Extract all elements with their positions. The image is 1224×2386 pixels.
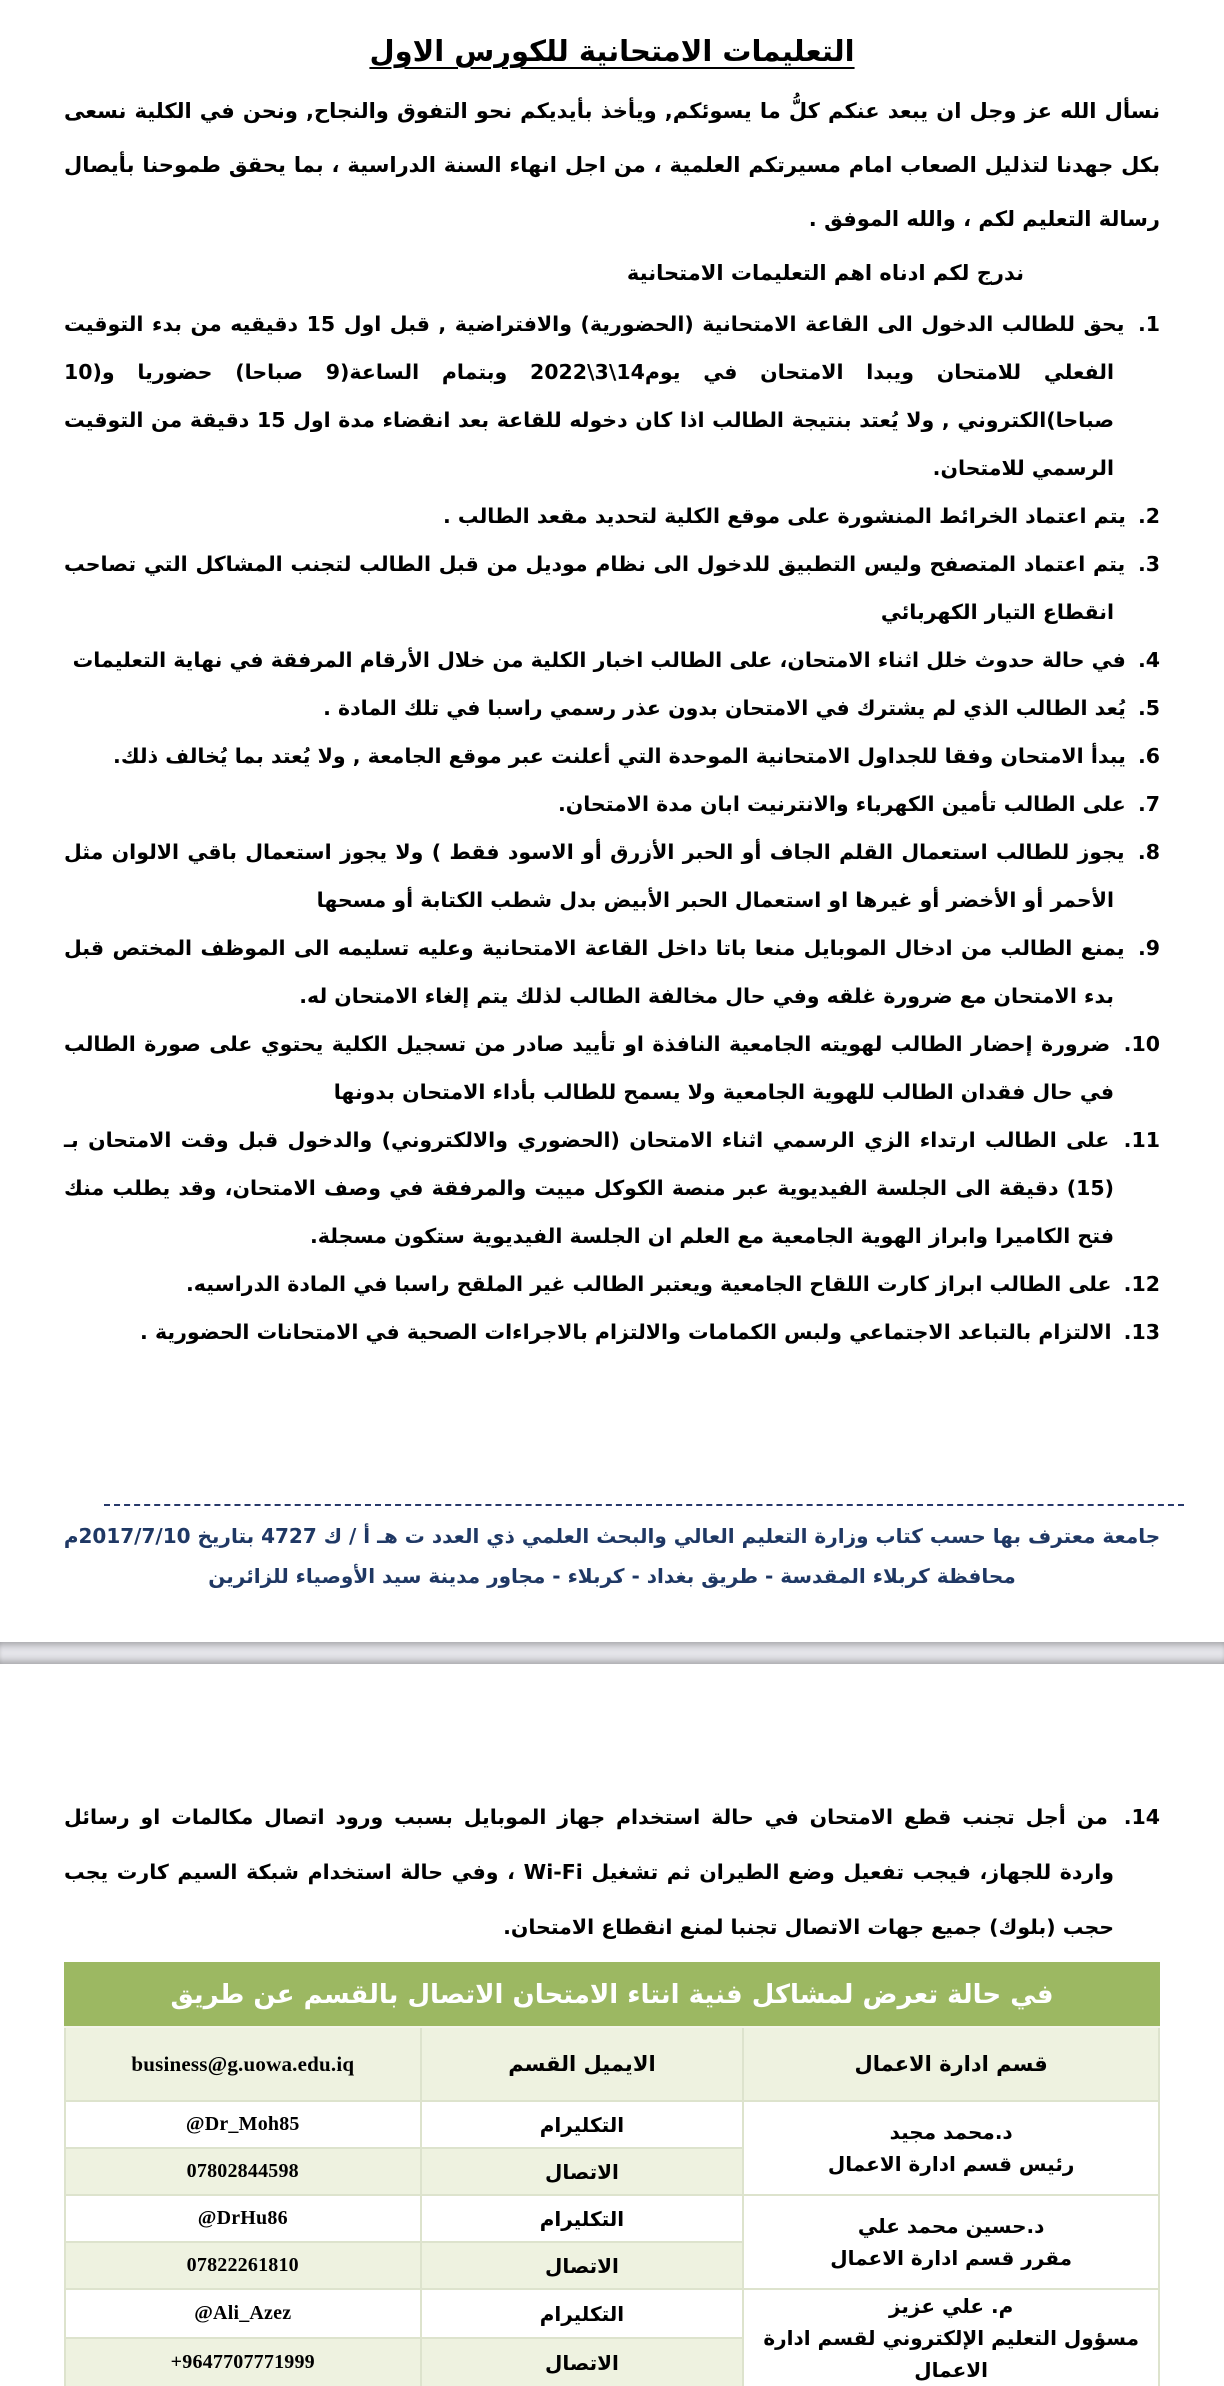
instruction-item-14 [64, 1790, 1160, 1955]
item-text: يمنع الطالب من ادخال الموبايل منعا باتا داخل القاعة الامتحانية وعليه تسليمه الى الموظف المختص قبل بدء الامتحان مع ضرورة غلقه وفي حال مخالفة الطالب لذلك يتم إلغاء الامتحان له. [64, 936, 1125, 1008]
call-label: الاتصال [421, 2338, 744, 2386]
item-number: 10. [1123, 1032, 1160, 1056]
item-text: على الطالب تأمين الكهرباء والانترنيت ابان مدة الامتحان. [557, 792, 1126, 816]
item-number: 11. [1123, 1128, 1160, 1152]
footer-accreditation-line: جامعة معترف بها حسب كتاب وزارة التعليم العالي والبحث العلمي ذي العدد ت هـ أ / ك 4727 بتاريخ 2017/7/10م [63, 1524, 1161, 1548]
instruction-item-9 [64, 924, 1160, 1020]
contact-name: د.حسين محمد علي [857, 2214, 1045, 2238]
contacts-table-title-row [65, 1963, 1159, 2027]
instruction-item-5 [64, 684, 1160, 732]
contact-person [743, 2289, 1159, 2386]
item-text: على الطالب ارتداء الزي الرسمي اثناء الامتحان (الحضوري والالكتروني) والدخول قبل وقت الامتحان بـ (15) دقيقة الى الجلسة الفيديوية عبر منصة الكوكل مييت والمرفقة في وصف الامتحان، وقد يطلب منك فتح الكاميرا وابراز الهوية الجامعية مع العلم ان الجلسة الفيديوية ستكون مسجلة. [64, 1128, 1114, 1248]
item-text: يتم اعتماد المتصفح وليس التطبيق للدخول الى نظام موديل من قبل الطالب لتجنب المشاكل التي تصاحب انقطاع التيار الكهربائي [64, 552, 1126, 624]
contact-row [65, 2289, 1159, 2338]
item-number: 8. [1137, 840, 1160, 864]
instruction-item-7 [64, 780, 1160, 828]
item-number: 1. [1137, 312, 1161, 336]
footer-divider [104, 1504, 1184, 1506]
instruction-item-4 [64, 636, 1160, 684]
contact-role: رئيس قسم ادارة الاعمال [827, 2152, 1075, 2176]
item-text: يتم اعتماد الخرائط المنشورة على موقع الكلية لتحديد مقعد الطالب . [442, 504, 1126, 528]
item-text: يحق للطالب الدخول الى القاعة الامتحانية (الحضورية) والافتراضية , قبل اول 15 دقيقيه من بدء التوقيت الفعلي للامتحان ويبدا الامتحان في يوم14\3\2022 وبتمام الساعة(9 صباحا) حضوريا و(10 صباحا)الكتروني , ولا يُعتد بنتيجة الطالب اذا كان دخوله للقاعة بعد انقضاء مدة اول 15 دقيقة من التوقيت الرسمي للامتحان. [64, 312, 1125, 480]
item-number: 14. [1123, 1805, 1161, 1829]
instruction-item-3 [64, 540, 1160, 636]
item-number: 7. [1137, 792, 1160, 816]
item-text: على الطالب ابراز كارت اللقاح الجامعية ويعتبر الطالب غير الملقح راسبا في المادة الدراسيه. [186, 1272, 1112, 1296]
instruction-item-2 [64, 492, 1160, 540]
column-channel: الايميل القسم [421, 2027, 744, 2101]
item-number: 12. [1123, 1272, 1160, 1296]
item-number: 13. [1123, 1320, 1160, 1344]
column-dept: قسم ادارة الاعمال [743, 2027, 1159, 2101]
list-intro-line: ندرج لكم ادناه اهم التعليمات الامتحانية [626, 261, 1024, 285]
instruction-item-6 [64, 732, 1160, 780]
item-text: من أجل تجنب قطع الامتحان في حالة استخدام جهاز الموبايل بسبب ورود اتصال مكالمات او رسائل واردة للجهاز، فيجب تفعيل وضع الطيران ثم تشغيل Wi-Fi ، وفي حالة استخدام شبكة السيم كارت يجب حجب (بلوك) جميع جهات الاتصال تجنبا لمنع انقطاع الامتحان. [64, 1805, 1114, 1939]
footer-address-line: محافظة كربلاء المقدسة - طريق بغداد - كربلاء - مجاور مدينة سيد الأوصياء للزائرين [208, 1564, 1016, 1588]
contacts-header-row [65, 2027, 1159, 2101]
item-number: 2. [1137, 504, 1160, 528]
item-number: 5. [1137, 696, 1160, 720]
instruction-item-12 [64, 1260, 1160, 1308]
instruction-item-1 [64, 300, 1160, 492]
telegram-handle: @Ali_Azez [65, 2289, 421, 2338]
document-page-2 [0, 1664, 1224, 2386]
contact-row [65, 2101, 1159, 2148]
contact-role: مسؤول التعليم الإلكتروني لقسم ادارة الاعمال [763, 2326, 1139, 2382]
contacts-table [64, 1962, 1160, 2386]
telegram-label: التكليرام [421, 2289, 744, 2338]
phone-number: 07822261810 [65, 2242, 421, 2289]
contacts-table-title: في حالة تعرض لمشاكل فنية انتاء الامتحان الاتصال بالقسم عن طريق [65, 1963, 1159, 2027]
contact-name: م. علي عزيز [888, 2294, 1014, 2318]
phone-number: +9647707771999 [65, 2338, 421, 2386]
contact-person [743, 2101, 1159, 2195]
page-footer [0, 1504, 1224, 1596]
page-break-gap [0, 1642, 1224, 1664]
item-number: 6. [1137, 744, 1160, 768]
item-number: 4. [1137, 648, 1160, 672]
item-text: يجوز للطالب استعمال القلم الجاف أو الحبر الأزرق أو الاسود فقط ) ولا يجوز استعمال باقي الالوان مثل الأحمر أو الأخضر أو غيرها او استعمال الحبر الأبيض بدل شطب الكتابة أو مسحها [64, 840, 1125, 912]
call-label: الاتصال [421, 2148, 744, 2195]
item-text: يبدأ الامتحان وفقا للجداول الامتحانية الموحدة التي أعلنت عبر موقع الجامعة , ولا يُعتد بما يُخالف ذلك. [113, 744, 1126, 768]
contact-name: د.محمد مجيد [889, 2120, 1013, 2144]
instruction-item-10 [64, 1020, 1160, 1116]
item-number: 9. [1137, 936, 1160, 960]
item-number: 3. [1137, 552, 1160, 576]
telegram-label: التكليرام [421, 2195, 744, 2242]
instruction-item-13 [64, 1308, 1160, 1356]
telegram-handle: @DrHu86 [65, 2195, 421, 2242]
item-text: في حالة حدوث خلل اثناء الامتحان، على الطالب اخبار الكلية من خلال الأرقام المرفقة في نهاية التعليمات [72, 648, 1126, 672]
phone-number: 07802844598 [65, 2148, 421, 2195]
intro-paragraph: نسأل الله عز وجل ان يبعد عنكم كلُّ ما يسوئكم, ويأخذ بأيديكم نحو التفوق والنجاح, ونحن في الكلية نسعى بكل جهدنا لتذليل الصعاب امام مسيرتكم العلمية ، من اجل انهاء السنة الدراسية ، بما يحقق طموحنا بأيصال رسالة التعليم لكم ، والله الموفق . [64, 99, 1160, 231]
dept-email-value: business@g.uowa.edu.iq [65, 2027, 421, 2101]
item-text: يُعد الطالب الذي لم يشترك في الامتحان بدون عذر رسمي راسبا في تلك المادة . [323, 696, 1126, 720]
item-text: الالتزام بالتباعد الاجتماعي ولبس الكمامات والالتزام بالاجراءات الصحية في الامتحانات الحضورية . [140, 1320, 1112, 1344]
instruction-item-11 [64, 1116, 1160, 1260]
contact-row [65, 2195, 1159, 2242]
telegram-handle: @Dr_Moh85 [65, 2101, 421, 2148]
call-label: الاتصال [421, 2242, 744, 2289]
telegram-label: التكليرام [421, 2101, 744, 2148]
page-title: التعليمات الامتحانية للكورس الاول [369, 34, 855, 68]
item-text: ضرورة إحضار الطالب لهويته الجامعية النافذة او تأييد صادر من تسجيل الكلية يحتوي على صورة الطالب في حال فقدان الطالب للهوية الجامعية ولا يسمح للطالب بأداء الامتحان بدونها [64, 1032, 1114, 1104]
contact-person [743, 2195, 1159, 2289]
instruction-item-8 [64, 828, 1160, 924]
contact-role: مقرر قسم ادارة الاعمال [830, 2246, 1072, 2270]
